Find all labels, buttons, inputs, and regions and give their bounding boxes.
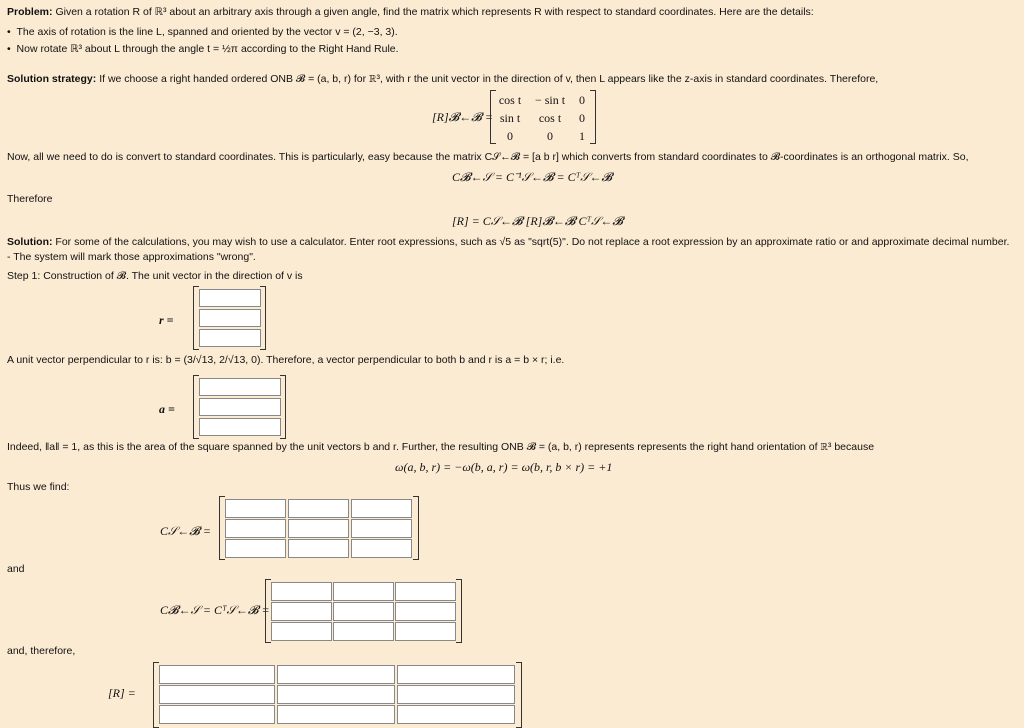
- strategy-text: If we choose a right handed ordered ONB 𝓑 = (a, b, r) for ℝ³, with r the unit vector in the direction of v, then L appears like the z-axis in standard coordinates. Therefore,: [99, 73, 879, 85]
- csb-matrix-label: C𝒮←𝓑 =: [160, 524, 211, 538]
- step1-text: Step 1: Construction of 𝓑. The unit vector in the direction of v is: [7, 270, 303, 282]
- a-component-1-input[interactable]: [199, 378, 281, 396]
- cbs-input[interactable]: [334, 583, 393, 600]
- cbs-cell-input[interactable]: [395, 602, 456, 621]
- R-input[interactable]: [278, 686, 394, 703]
- csb-input[interactable]: [226, 540, 285, 557]
- and-text: and: [7, 563, 25, 575]
- now-text: Now, all we need to do is convert to standard coordinates. This is particularly, easy because the matrix C𝒮←𝓑 = [a b r] which converts from standard coordinates to 𝓑-coordinates is an orthogonal matrix. So,: [7, 151, 969, 163]
- cbs-cell-input[interactable]: [395, 622, 456, 641]
- a-input-1[interactable]: [200, 379, 280, 395]
- perpendicular-text: A unit vector perpendicular to r is: b = (3/√13, 2/√13, 0). Therefore, a vector perpendicular to both b and r is a = b × r; i.e.: [7, 354, 565, 366]
- cbs-input[interactable]: [272, 603, 331, 620]
- csb-bracket-right: [413, 496, 419, 560]
- thus-text: Thus we find:: [7, 481, 70, 493]
- R-input[interactable]: [278, 706, 394, 723]
- csb-cell-input[interactable]: [225, 539, 286, 558]
- problem-statement: [7, 6, 814, 18]
- R-matrix-label: [R] =: [108, 686, 136, 700]
- orientation-equation: ω(a, b, r) = −ω(b, a, r) = ω(b, r, b × r) = +1: [395, 460, 613, 474]
- matrix-cell: cos t: [498, 93, 522, 107]
- cbs-input[interactable]: [334, 603, 393, 620]
- bullet-angle-text: Now rotate ℝ³ about L through the angle t = ½π according to the Right Hand Rule.: [16, 43, 399, 55]
- r-component-3-input[interactable]: [199, 329, 261, 347]
- rotation-matrix-label: [R]𝓑←𝓑 =: [432, 110, 493, 124]
- cbs-bracket-right: [456, 579, 462, 643]
- csb-input[interactable]: [289, 520, 348, 537]
- cbs-input[interactable]: [272, 583, 331, 600]
- R-cell-input[interactable]: [277, 705, 395, 724]
- R-bracket-right: [516, 662, 522, 728]
- matrix-cell: − sin t: [534, 93, 566, 107]
- a-input-2[interactable]: [200, 399, 280, 415]
- cbs-cell-input[interactable]: [333, 622, 394, 641]
- matrix-cell: sin t: [499, 111, 521, 125]
- R-cell-input[interactable]: [159, 685, 275, 704]
- solution-prefix: Solution:: [7, 236, 53, 248]
- cbs-cell-input[interactable]: [271, 582, 332, 601]
- matrix-cell: 0: [547, 129, 553, 143]
- r-component-1-input[interactable]: [199, 289, 261, 307]
- inverse-equation: C𝓑←𝒮 = C⁻¹𝒮←𝓑 = Cᵀ𝒮←𝓑: [452, 170, 613, 184]
- csb-input[interactable]: [352, 500, 411, 517]
- cbs-cell-input[interactable]: [395, 582, 456, 601]
- csb-cell-input[interactable]: [351, 519, 412, 538]
- csb-input[interactable]: [226, 520, 285, 537]
- solution-statement: [7, 236, 1009, 248]
- csb-input[interactable]: [226, 500, 285, 517]
- matrix-cell: 0: [507, 129, 513, 143]
- R-input[interactable]: [398, 686, 514, 703]
- csb-input[interactable]: [352, 520, 411, 537]
- cbs-input[interactable]: [334, 623, 393, 640]
- r-vector-label: r =: [159, 313, 174, 327]
- cbs-cell-input[interactable]: [333, 582, 394, 601]
- cbs-cell-input[interactable]: [271, 622, 332, 641]
- csb-cell-input[interactable]: [288, 519, 349, 538]
- a-component-3-input[interactable]: [199, 418, 281, 436]
- a-component-2-input[interactable]: [199, 398, 281, 416]
- R-cell-input[interactable]: [277, 685, 395, 704]
- R-input[interactable]: [160, 686, 274, 703]
- cbs-input[interactable]: [272, 623, 331, 640]
- R-cell-input[interactable]: [397, 705, 515, 724]
- r-input-2[interactable]: [200, 310, 260, 326]
- csb-cell-input[interactable]: [351, 499, 412, 518]
- indeed-text: Indeed, ‖a‖ = 1, as this is the area of the square spanned by the unit vectors b and r. Further, the resulting ONB 𝓑 = (a, b, r) represents represents the right hand orientation of ℝ³ because: [7, 441, 875, 453]
- csb-cell-input[interactable]: [288, 539, 349, 558]
- R-input[interactable]: [398, 666, 514, 683]
- R-cell-input[interactable]: [159, 665, 275, 684]
- matrix-cell: 0: [579, 93, 585, 107]
- R-input[interactable]: [278, 666, 394, 683]
- a-input-3[interactable]: [200, 419, 280, 435]
- R-cell-input[interactable]: [159, 705, 275, 724]
- csb-input[interactable]: [289, 540, 348, 557]
- r-input-3[interactable]: [200, 330, 260, 346]
- matrix-cell: 0: [579, 111, 585, 125]
- bullet-angle: • Now rotate ℝ³ about L through the angle t = ½π according to the Right Hand Rule.: [7, 43, 399, 55]
- csb-cell-input[interactable]: [351, 539, 412, 558]
- R-cell-input[interactable]: [397, 665, 515, 684]
- cbs-input[interactable]: [396, 623, 455, 640]
- R-cell-input[interactable]: [397, 685, 515, 704]
- R-input[interactable]: [160, 666, 274, 683]
- matrix-cell: 1: [579, 129, 585, 143]
- cbs-input[interactable]: [396, 583, 455, 600]
- matrix-cell: cos t: [538, 111, 562, 125]
- strategy-prefix: Solution strategy:: [7, 73, 97, 85]
- problem-prefix: Problem:: [7, 6, 53, 18]
- cbs-cell-input[interactable]: [271, 602, 332, 621]
- and-therefore-text: and, therefore,: [7, 645, 76, 657]
- csb-cell-input[interactable]: [225, 519, 286, 538]
- cbs-input[interactable]: [396, 603, 455, 620]
- cbs-cell-input[interactable]: [333, 602, 394, 621]
- r-component-2-input[interactable]: [199, 309, 261, 327]
- a-vector-label: a =: [159, 402, 175, 416]
- r-input-1[interactable]: [200, 290, 260, 306]
- therefore-text: Therefore: [7, 193, 53, 205]
- approximation-warning: - The system will mark those approximations "wrong".: [7, 251, 256, 263]
- R-input[interactable]: [398, 706, 514, 723]
- R-input[interactable]: [160, 706, 274, 723]
- R-cell-input[interactable]: [277, 665, 395, 684]
- csb-cell-input[interactable]: [225, 499, 286, 518]
- bullet-axis-text: The axis of rotation is the line L, spanned and oriented by the vector v = (2, −3, 3).: [16, 26, 398, 38]
- csb-cell-input[interactable]: [288, 499, 349, 518]
- csb-input[interactable]: [289, 500, 348, 517]
- strategy-statement: [7, 73, 878, 86]
- solution-text: For some of the calculations, you may wish to use a calculator. Enter root expressions, such as √5 as "sqrt(5)". Do not replace a root expression by an approximate ratio or and approximate decimal number.: [55, 236, 1010, 248]
- bullet-axis: • The axis of rotation is the line L, spanned and oriented by the vector v = (2, −3, 3).: [7, 26, 398, 38]
- csb-input[interactable]: [352, 540, 411, 557]
- cbs-matrix-label: C𝓑←𝒮 = Cᵀ𝒮←𝓑 =: [160, 603, 270, 617]
- problem-text: Given a rotation R of ℝ³ about an arbitrary axis through a given angle, find the matrix which represents R with respect to standard coordinates. Here are the details:: [55, 6, 814, 18]
- conjugation-equation: [R] = C𝒮←𝓑 [R]𝓑←𝓑 Cᵀ𝒮←𝓑: [452, 214, 623, 228]
